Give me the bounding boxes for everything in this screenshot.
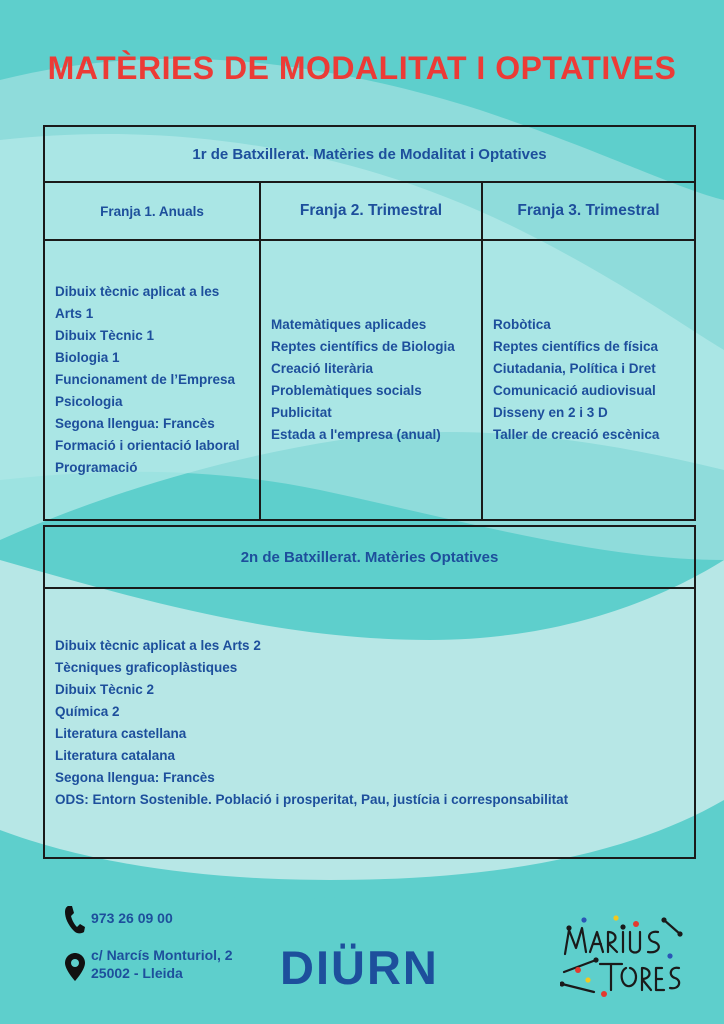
list-item: Segona llengua: Francès bbox=[55, 770, 215, 785]
franja-2-cell bbox=[260, 240, 482, 520]
franja-1-list bbox=[55, 281, 249, 479]
list-item: Programació bbox=[55, 460, 138, 475]
list-item: Robòtica bbox=[493, 317, 551, 332]
franja-3-list bbox=[493, 314, 684, 446]
page-title: MATÈRIES DE MODALITAT I OPTATIVES bbox=[47, 50, 677, 86]
list-item: Problemàtiques socials bbox=[271, 383, 422, 398]
list-item: Taller de creació escènica bbox=[493, 427, 660, 442]
brand-diurn: DIÜRN bbox=[280, 941, 439, 994]
list-item: Estada a l'empresa (anual) bbox=[271, 427, 441, 442]
list-item: Reptes científics de Biologia bbox=[271, 339, 455, 354]
list-item: Publicitat bbox=[271, 405, 332, 420]
list-item: Dibuix tècnic aplicat a les Arts 1 bbox=[55, 284, 220, 321]
list-item: Psicologia bbox=[55, 394, 123, 409]
marius-torres-logo-icon bbox=[560, 912, 685, 997]
list-item: Dibuix Tècnic 2 bbox=[55, 682, 155, 697]
second-year-heading: 2n de Batxillerat. Matèries Optatives bbox=[44, 526, 695, 588]
franja-3-cell bbox=[482, 240, 695, 520]
map-pin-icon bbox=[64, 952, 86, 982]
list-item: Ciutadania, Política i Dret bbox=[493, 361, 656, 376]
column-header-franja-2: Franja 2. Trimestral bbox=[260, 182, 482, 240]
first-year-table bbox=[43, 125, 696, 521]
list-item: Formació i orientació laboral bbox=[55, 438, 240, 453]
first-year-heading: 1r de Batxillerat. Matèries de Modalitat i Optatives bbox=[44, 126, 695, 182]
list-item: Tècniques graficoplàstiques bbox=[55, 660, 238, 675]
list-item: Comunicació audiovisual bbox=[493, 383, 656, 398]
list-item: Biologia 1 bbox=[55, 350, 120, 365]
list-item: Dibuix Tècnic 1 bbox=[55, 328, 155, 343]
list-item: Matemàtiques aplicades bbox=[271, 317, 427, 332]
address-line-2: 25002 - Lleida bbox=[91, 965, 183, 981]
franja-2-list bbox=[271, 314, 471, 446]
column-header-franja-3: Franja 3. Trimestral bbox=[482, 182, 695, 240]
list-item: Química 2 bbox=[55, 704, 120, 719]
list-item: ODS: Entorn Sostenible. Població i prosperitat, Pau, justícia i corresponsabilitat bbox=[55, 792, 569, 807]
list-item: Disseny en 2 i 3 D bbox=[493, 405, 608, 420]
list-item: Creació literària bbox=[271, 361, 374, 376]
list-item: Literatura catalana bbox=[55, 748, 176, 763]
second-year-table bbox=[43, 525, 696, 859]
list-item: Funcionament de l’Empresa bbox=[55, 372, 236, 387]
list-item: Reptes científics de física bbox=[493, 339, 659, 354]
phone-number[interactable]: 973 26 09 00 bbox=[91, 910, 173, 926]
address bbox=[91, 946, 233, 982]
second-year-list bbox=[55, 635, 684, 811]
column-header-franja-1: Franja 1. Anuals bbox=[44, 182, 260, 240]
phone-icon bbox=[62, 905, 86, 935]
address-line-1: c/ Narcís Monturiol, 2 bbox=[91, 947, 233, 963]
list-item: Dibuix tècnic aplicat a les Arts 2 bbox=[55, 638, 261, 653]
franja-1-cell bbox=[44, 240, 260, 520]
list-item: Segona llengua: Francès bbox=[55, 416, 215, 431]
second-year-cell bbox=[44, 588, 695, 858]
list-item: Literatura castellana bbox=[55, 726, 187, 741]
